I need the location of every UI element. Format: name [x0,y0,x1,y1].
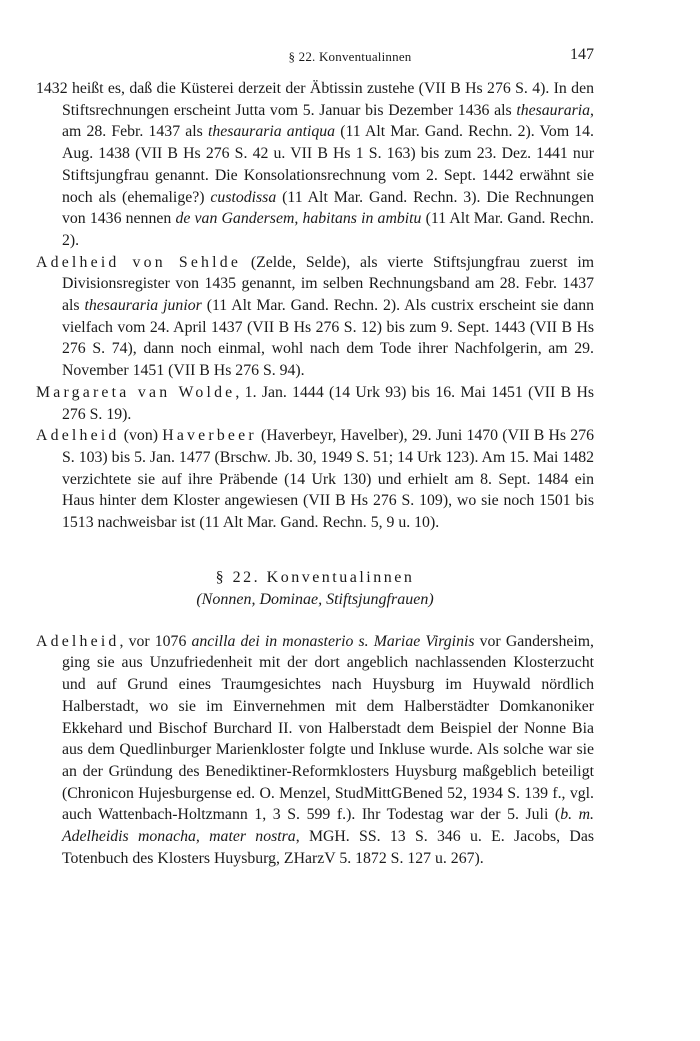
body-text [36,78,594,870]
latin-term: ancilla dei in monasterio s. Mariae Virginis [191,632,475,650]
person-name: Adelheid [36,427,120,445]
continuation-paragraph [36,78,594,252]
latin-term: custodissa [210,188,277,206]
entry-adelheid-inkluse [36,631,594,870]
latin-term: thesauraria junior [84,297,202,315]
text-segment: vor Gandersheim, ging sie aus Unzufriedenheit mit der dort angeblich nachlassenden Klosterzucht und auf Grund eines Traumgesichtes nach Huysburg im Huywald nördlich Halberstadt, wo sie im Einvernehmen mit dem Halberstädter Domkanoniker Ekkehard und Bischof Burchard II. von Halberstadt dem Beispiel der Nonne Bia aus dem Quedlinburger Marienkloster folgte und Inkluse wurde. Als solche war sie an der Gründung des Benediktiner-Reformklosters Huysburg maßgeblich beteiligt (Chronicon Hujesburgense ed. O. Menzel, StudMittGBened 52, 1934 S. 139 f., vgl. auch Wattenbach-Holtzmann 1, 3 S. 599 f.). Ihr Todestag war der 5. Juli ( [62,632,594,824]
text-segment: (Zelde, Selde), als vierte Stiftsjungfrau zuerst im Divisionsregister von 1435 genannt, im selben Rechnungsband am 28. Febr. 1437 als [62,253,594,315]
entries-before [36,252,594,534]
person-name: Haverbeer [162,427,257,445]
text-segment: (von) [119,427,163,445]
person-name: Margareta van Wolde [36,383,236,401]
page-number: 147 [570,46,594,63]
text-segment: (11 Alt Mar. Gand. Rechn. 2). Vom 14. Aug. 1438 (VII B Hs 276 S. 42 u. VII B Hs 1 S. 163) bis zum 23. Dez. 1441 nur Stiftsjungfrau genannt. Die Konsolationsrechnung vom 2. Sept. 1442 erwähnt sie noch als (ehemalige?) [62,123,594,206]
section-subtitle: (Nonnen, Dominae, Stiftsjungfrauen) [196,590,434,608]
text-segment: , vor 1076 [119,632,192,650]
latin-term: thesauraria [516,101,591,119]
text-segment: , 1. Jan. 1444 (14 Urk 93) bis 16. Mai 1451 (VII B Hs 276 S. 19). [62,383,594,423]
text-segment: , am 28. Febr. 1437 als [62,101,594,141]
text-segment: (11 Alt Mar. Gand. Rechn. 3). Die Rechnungen von 1436 nennen [62,188,594,228]
section-heading [36,567,594,611]
section-title: § 22. Konventualinnen [215,568,415,586]
person-name: Adelheid von Sehlde [36,253,242,271]
latin-term: b. m. Adelheidis monacha, mater nostra [62,806,594,846]
entry-margareta-van-wolde [36,382,594,425]
entry-adelheid-haverbeer [36,425,594,534]
entry-adelheid-von-sehlde [36,252,594,382]
person-name: Adelheid [36,632,120,650]
latin-term: de van Gandersem, habitans in ambitu [175,210,422,228]
running-head [0,46,700,68]
text-segment: (11 Alt Mar. Gand. Rechn. 2). Als custrix erscheint sie dann vielfach vom 24. April 1437 (VII B Hs 276 S. 12) bis zum 9. Sept. 1443 (VII B Hs 276 S. 74), dann noch einmal, wohl nach dem Tode ihrer Nachfolgerin, am 29. November 1451 (VII B Hs 276 S. 94). [62,297,595,380]
text-segment: (Haverbeyr, Havelber), 29. Juni 1470 (VII B Hs 276 S. 103) bis 5. Jan. 1477 (Brschw. Jb. 30, 1949 S. 51; 14 Urk 123). Am 15. Mai 1482 verzichtete sie auf ihre Präbende (14 Urk 130) und erhielt am 8. Sept. 1484 ein Haus hinter dem Kloster angewiesen (VII B Hs 276 S. 109), wo sie noch 1501 bis 1513 nachweisbar ist (11 Alt Mar. Gand. Rechn. 5, 9 u. 10). [62,427,594,532]
entries-after [36,631,594,870]
text-segment: (11 Alt Mar. Gand. Rechn. 2). [62,210,594,249]
text-segment: , MGH. SS. 13 S. 346 u. E. Jacobs, Das Totenbuch des Klosters Huysburg, ZHarzV 5. 1872 S. 127 u. 267). [62,828,594,867]
text-segment: 1432 heißt es, daß die Küsterei derzeit der Äbtissin zustehe (VII B Hs 276 S. 4). In den Stiftsrechnungen erscheint Jutta vom 5. Januar bis Dezember 1436 als [36,80,594,119]
running-title: § 22. Konventualinnen [288,49,412,64]
latin-term: thesauraria antiqua [207,123,336,141]
